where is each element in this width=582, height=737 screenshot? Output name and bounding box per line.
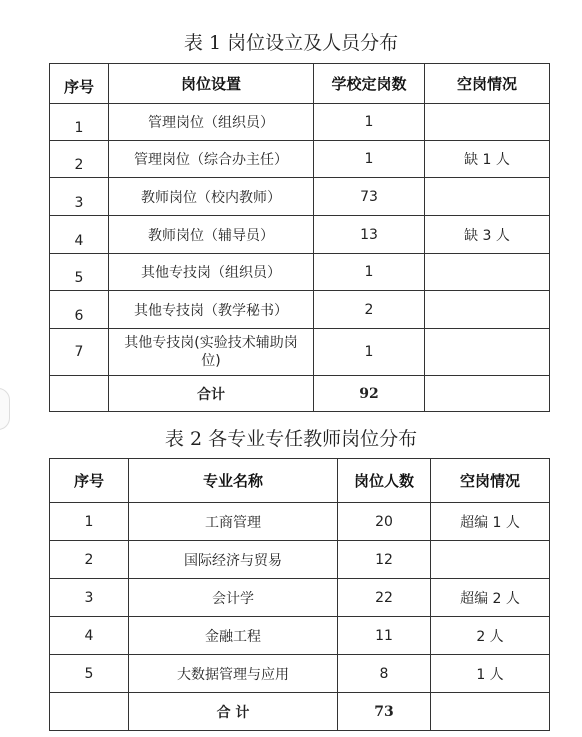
table-row <box>50 141 550 178</box>
table2-header: 岗位人数 <box>338 459 431 503</box>
table1 <box>49 63 550 412</box>
table-cell: 20 <box>338 503 431 541</box>
table-cell: 金融工程 <box>129 617 338 655</box>
table-cell: 2 人 <box>431 617 550 655</box>
table-cell: 8 <box>338 655 431 693</box>
table-cell: 1 <box>314 104 425 141</box>
table-cell: 3 <box>50 579 129 617</box>
table-cell: 5 <box>50 254 109 291</box>
table2-header: 空岗情况 <box>431 459 550 503</box>
table-cell: 其他专技岗（教学秘书） <box>109 291 314 329</box>
table-cell: 1 <box>50 104 109 141</box>
table2-total-row <box>50 693 550 731</box>
table1-title: 表 1 岗位设立及人员分布 <box>183 32 399 54</box>
table-cell: 5 <box>50 655 129 693</box>
table-row <box>50 655 550 693</box>
table2-title: 表 2 各专业专任教师岗位分布 <box>164 428 418 450</box>
table2 <box>49 458 550 731</box>
table-cell <box>50 693 129 731</box>
table-cell: 12 <box>338 541 431 579</box>
total-label: 合 计 <box>129 693 338 731</box>
table-row <box>50 579 550 617</box>
table-cell: 1 <box>314 141 425 178</box>
table-cell <box>431 693 550 731</box>
table-cell: 缺 1 人 <box>425 141 550 178</box>
table-cell: 超编 2 人 <box>431 579 550 617</box>
table-cell: 2 <box>50 141 109 178</box>
total-value: 73 <box>338 693 431 731</box>
table-row <box>50 178 550 216</box>
table-cell: 缺 3 人 <box>425 216 550 254</box>
total-label: 合计 <box>109 376 314 412</box>
table-cell: 大数据管理与应用 <box>129 655 338 693</box>
table-row <box>50 216 550 254</box>
table2-header: 专业名称 <box>129 459 338 503</box>
table2-header-row <box>50 459 550 503</box>
table-cell: 其他专技岗(实验技术辅助岗位) <box>109 329 314 376</box>
table-cell: 超编 1 人 <box>431 503 550 541</box>
table1-header-row <box>50 64 550 104</box>
table-row <box>50 254 550 291</box>
table-cell: 1 <box>314 254 425 291</box>
table1-header: 学校定岗数 <box>314 64 425 104</box>
table-cell <box>425 291 550 329</box>
table1-total-row <box>50 376 550 412</box>
table-row <box>50 541 550 579</box>
table-cell <box>425 104 550 141</box>
table-cell: 1 <box>314 329 425 376</box>
table-cell <box>50 376 109 412</box>
table-row <box>50 503 550 541</box>
table-cell: 管理岗位（综合办主任） <box>109 141 314 178</box>
table1-header: 序号 <box>50 64 109 104</box>
table-cell: 教师岗位（辅导员） <box>109 216 314 254</box>
table-cell: 4 <box>50 617 129 655</box>
table-cell <box>425 376 550 412</box>
table1-header: 岗位设置 <box>109 64 314 104</box>
table-row <box>50 617 550 655</box>
table-cell <box>425 329 550 376</box>
table-cell <box>425 178 550 216</box>
table-cell: 国际经济与贸易 <box>129 541 338 579</box>
table-cell: 73 <box>314 178 425 216</box>
table-cell: 22 <box>338 579 431 617</box>
table-cell: 教师岗位（校内教师） <box>109 178 314 216</box>
table-row <box>50 104 550 141</box>
table1-header: 空岗情况 <box>425 64 550 104</box>
table-cell: 会计学 <box>129 579 338 617</box>
table-cell: 4 <box>50 216 109 254</box>
table-cell <box>431 541 550 579</box>
total-value: 92 <box>314 376 425 412</box>
table-cell: 管理岗位（组织员） <box>109 104 314 141</box>
table-cell: 6 <box>50 291 109 329</box>
table-cell: 1 <box>50 503 129 541</box>
table-cell: 工商管理 <box>129 503 338 541</box>
table-cell: 3 <box>50 178 109 216</box>
table-cell <box>425 254 550 291</box>
table-cell: 7 <box>50 329 109 376</box>
table-cell: 11 <box>338 617 431 655</box>
table2-header: 序号 <box>50 459 129 503</box>
table-cell: 1 人 <box>431 655 550 693</box>
table-cell: 2 <box>50 541 129 579</box>
table-row <box>50 329 550 376</box>
table-row <box>50 291 550 329</box>
table-cell: 2 <box>314 291 425 329</box>
table-cell: 13 <box>314 216 425 254</box>
table-cell: 其他专技岗（组织员） <box>109 254 314 291</box>
